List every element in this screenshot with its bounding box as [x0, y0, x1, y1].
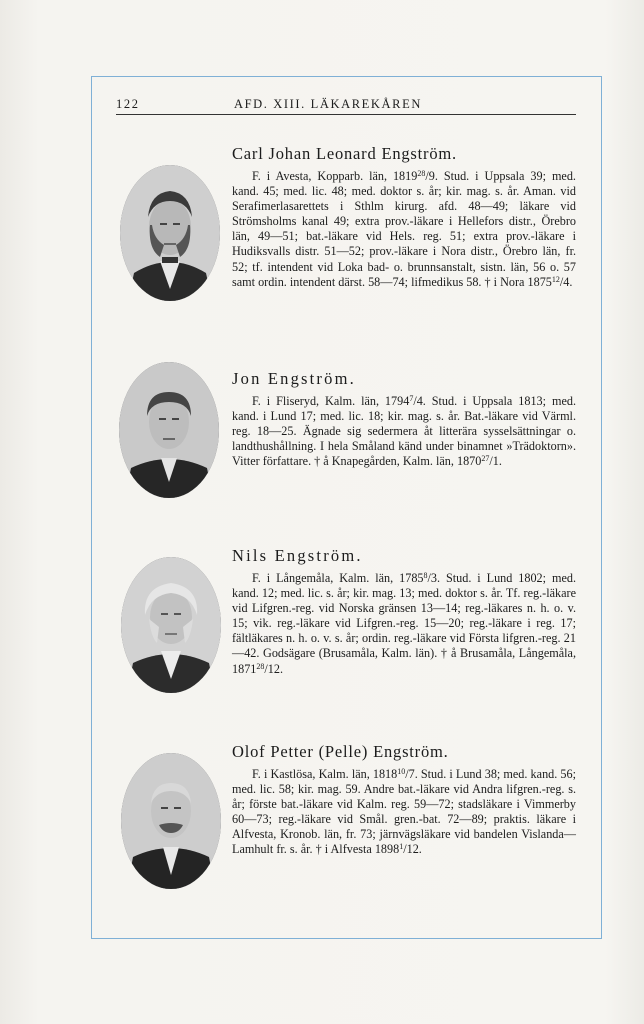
entry-name: Nils Engström. — [232, 546, 363, 565]
page-number: 122 — [116, 97, 140, 111]
portrait-photo — [121, 557, 221, 693]
running-title: AFD. XIII. LÄKAREKÅREN — [234, 97, 422, 111]
entry-nils-engstrom — [232, 546, 576, 677]
portrait-olof-petter-engstrom — [121, 753, 221, 889]
entry-biography: F. i Fliseryd, Kalm. län, 1794$^7$/4. Stud. i Uppsala 1813; med. kand. i Lund 17; med. lic. 18; kir. mag. s. år. Bat.-läkare vid Värml. reg. 18—25. Ägnade sig sedermera åt litterära sysselsättningar o. landthushållning. I hela Småland känd under binamnet »Trädoktorn». Vitter författare. † å Knapegården, Kalm. län, 1870$^{27}$/1. — [232, 394, 576, 469]
running-header — [116, 97, 576, 117]
entry-name: Jon Engström. — [232, 369, 356, 388]
entry-biography: F. i Långemåla, Kalm. län, 1785$^8$/3. Stud. i Lund 1802; med. kand. 12; med. lic. s. år; kir. mag. 13; med. doktor s. år. Tf. reg.-läkare vid Lifgren.-reg. vid Norska gränsen 13—14; reg.-läkares n. h. o. v. 15; vik. reg.-läkare vid Lifgren.-reg. 15—20; reg.-läkare i reg. 17; fältläkares n. h. o. v. s. år; ordin. reg.-läkare vid Första lifgren.-reg. 21—42. Godsägare (Brusamåla, Kalm. län). † å Brusamåla, Långemåla, 1871$^{28}$/12. — [232, 571, 577, 676]
portrait-jon-engstrom — [119, 362, 219, 498]
entry-carl-johan-leonard-engstrom — [232, 144, 576, 290]
header-rule — [116, 114, 576, 115]
entry-jon-engstrom — [232, 369, 576, 469]
portrait-photo — [119, 362, 219, 498]
entry-name: Olof Petter (Pelle) Engström. — [232, 742, 449, 761]
portrait-photo — [121, 753, 221, 889]
portrait-nils-engstrom — [121, 557, 221, 693]
portrait-photo — [120, 165, 220, 301]
entry-biography: F. i Kastlösa, Kalm. län, 1818$^{10}$/7. Stud. i Lund 38; med. kand. 56; med. lic. 58; kir. mag. 59. Andre bat.-läkare vid Andra lifgren.-reg. s. år; förste bat.-läkare vid Kalm. reg. 59—72; stadsläkare i Vimmerby 60—73; reg.-läkare vid Smål. gren.-bat. 72—89; praktis. läkare i Alfvesta, Kronob. län, fr. 73; järnvägsläkare vid bandelen Vislanda—Lamhult fr. s. år. † i Alfvesta 1898$^1$/12. — [232, 767, 576, 857]
entry-olof-petter-engstrom — [232, 742, 576, 858]
entry-name: Carl Johan Leonard Engström. — [232, 144, 457, 163]
portrait-carl-johan-leonard-engstrom — [120, 165, 220, 301]
entry-biography: F. i Avesta, Kopparb. län, 1819$^{28}$/9. Stud. i Uppsala 39; med. kand. 45; med. lic. 48; med. doktor s. år; kir. mag. s. år. Aman. vid Serafimerlasarettets i Sthlm kirurg. afd. 48—49; läkare vid Strömsholms kanal 49; extra prov.-läkare i Hellefors distr., Örebro län, 49—51; bat.-läkare vid Hels. reg. 51; extra prov.-läkare i Hudiksvalls distr. 51—52; prov.-läkare i Nora distr., Örebro län, fr. 52; tf. intendent vid Loka bad- o. brunnsanstalt, sistn. län, 56 o. 57 samt ordin. intendent därst. 58—74; lifmedikus 58. † i Nora 1875$^{12}$/4. — [232, 169, 576, 289]
